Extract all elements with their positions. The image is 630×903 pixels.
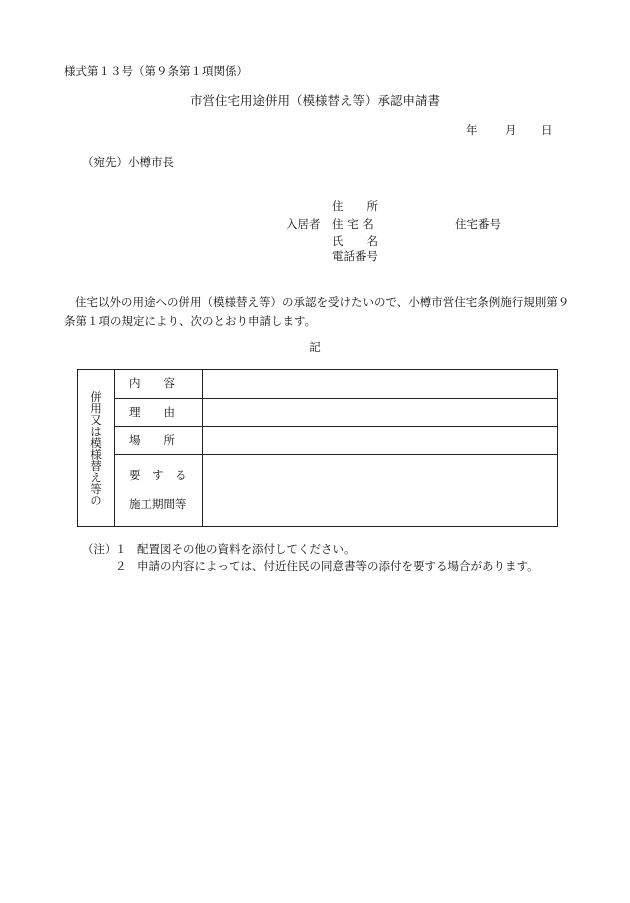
note-number: ２	[115, 559, 127, 573]
location-label: 場 所	[129, 433, 175, 447]
row-label-cell	[115, 455, 203, 526]
group-label: 併用又は模様替え等の	[89, 390, 103, 506]
reason-label: 理 由	[129, 405, 175, 419]
period-value-cell[interactable]	[203, 455, 557, 526]
group-label-cell	[78, 370, 115, 526]
address-label: 住 所	[332, 199, 378, 213]
table-row	[115, 454, 557, 526]
table-row	[115, 398, 557, 426]
note-text: 申請の内容によっては、付近住民の同意書等の添付を要する場合があります。	[137, 559, 539, 573]
housing-name-label: 住 宅 名	[332, 217, 374, 231]
housing-number-label: 住宅番号	[455, 217, 501, 231]
date-year-label: 年	[466, 123, 478, 137]
period-label-line1: 要 す る	[129, 468, 187, 482]
row-label-cell	[115, 399, 203, 426]
row-label-cell	[115, 427, 203, 454]
notes-heading: （注）	[82, 542, 117, 556]
table-row	[115, 426, 557, 454]
request-text: 住宅以外の用途への併用（模様替え等）の承認を受けたいので、小樽市営住宅条例施行規則第９条第１項の規定により、次のとおり申請します。	[64, 295, 570, 328]
content-value-cell[interactable]	[203, 370, 557, 398]
addressee: （宛先）小樽市長	[82, 155, 174, 169]
reason-value-cell[interactable]	[203, 399, 557, 426]
location-value-cell[interactable]	[203, 427, 557, 454]
phone-label: 電話番号	[332, 249, 378, 263]
note-text: 配置図その他の資料を添付してください。	[137, 542, 356, 556]
table-row	[115, 370, 557, 398]
period-label-line2: 施工期間等	[129, 497, 187, 511]
applicant-key-label: 入居者	[286, 217, 321, 231]
application-table	[77, 369, 558, 527]
ki-heading: 記	[309, 340, 321, 354]
date-day-label: 日	[541, 123, 553, 137]
note-number: １	[115, 542, 127, 556]
content-label: 内 容	[129, 376, 175, 390]
name-label: 氏 名	[332, 234, 378, 248]
row-label-cell	[115, 370, 203, 398]
date-month-label: 月	[505, 123, 517, 137]
document-title: 市営住宅用途併用（模様替え等）承認申請書	[189, 93, 440, 108]
form-number: 様式第１３号（第９条第１項関係）	[64, 64, 248, 78]
